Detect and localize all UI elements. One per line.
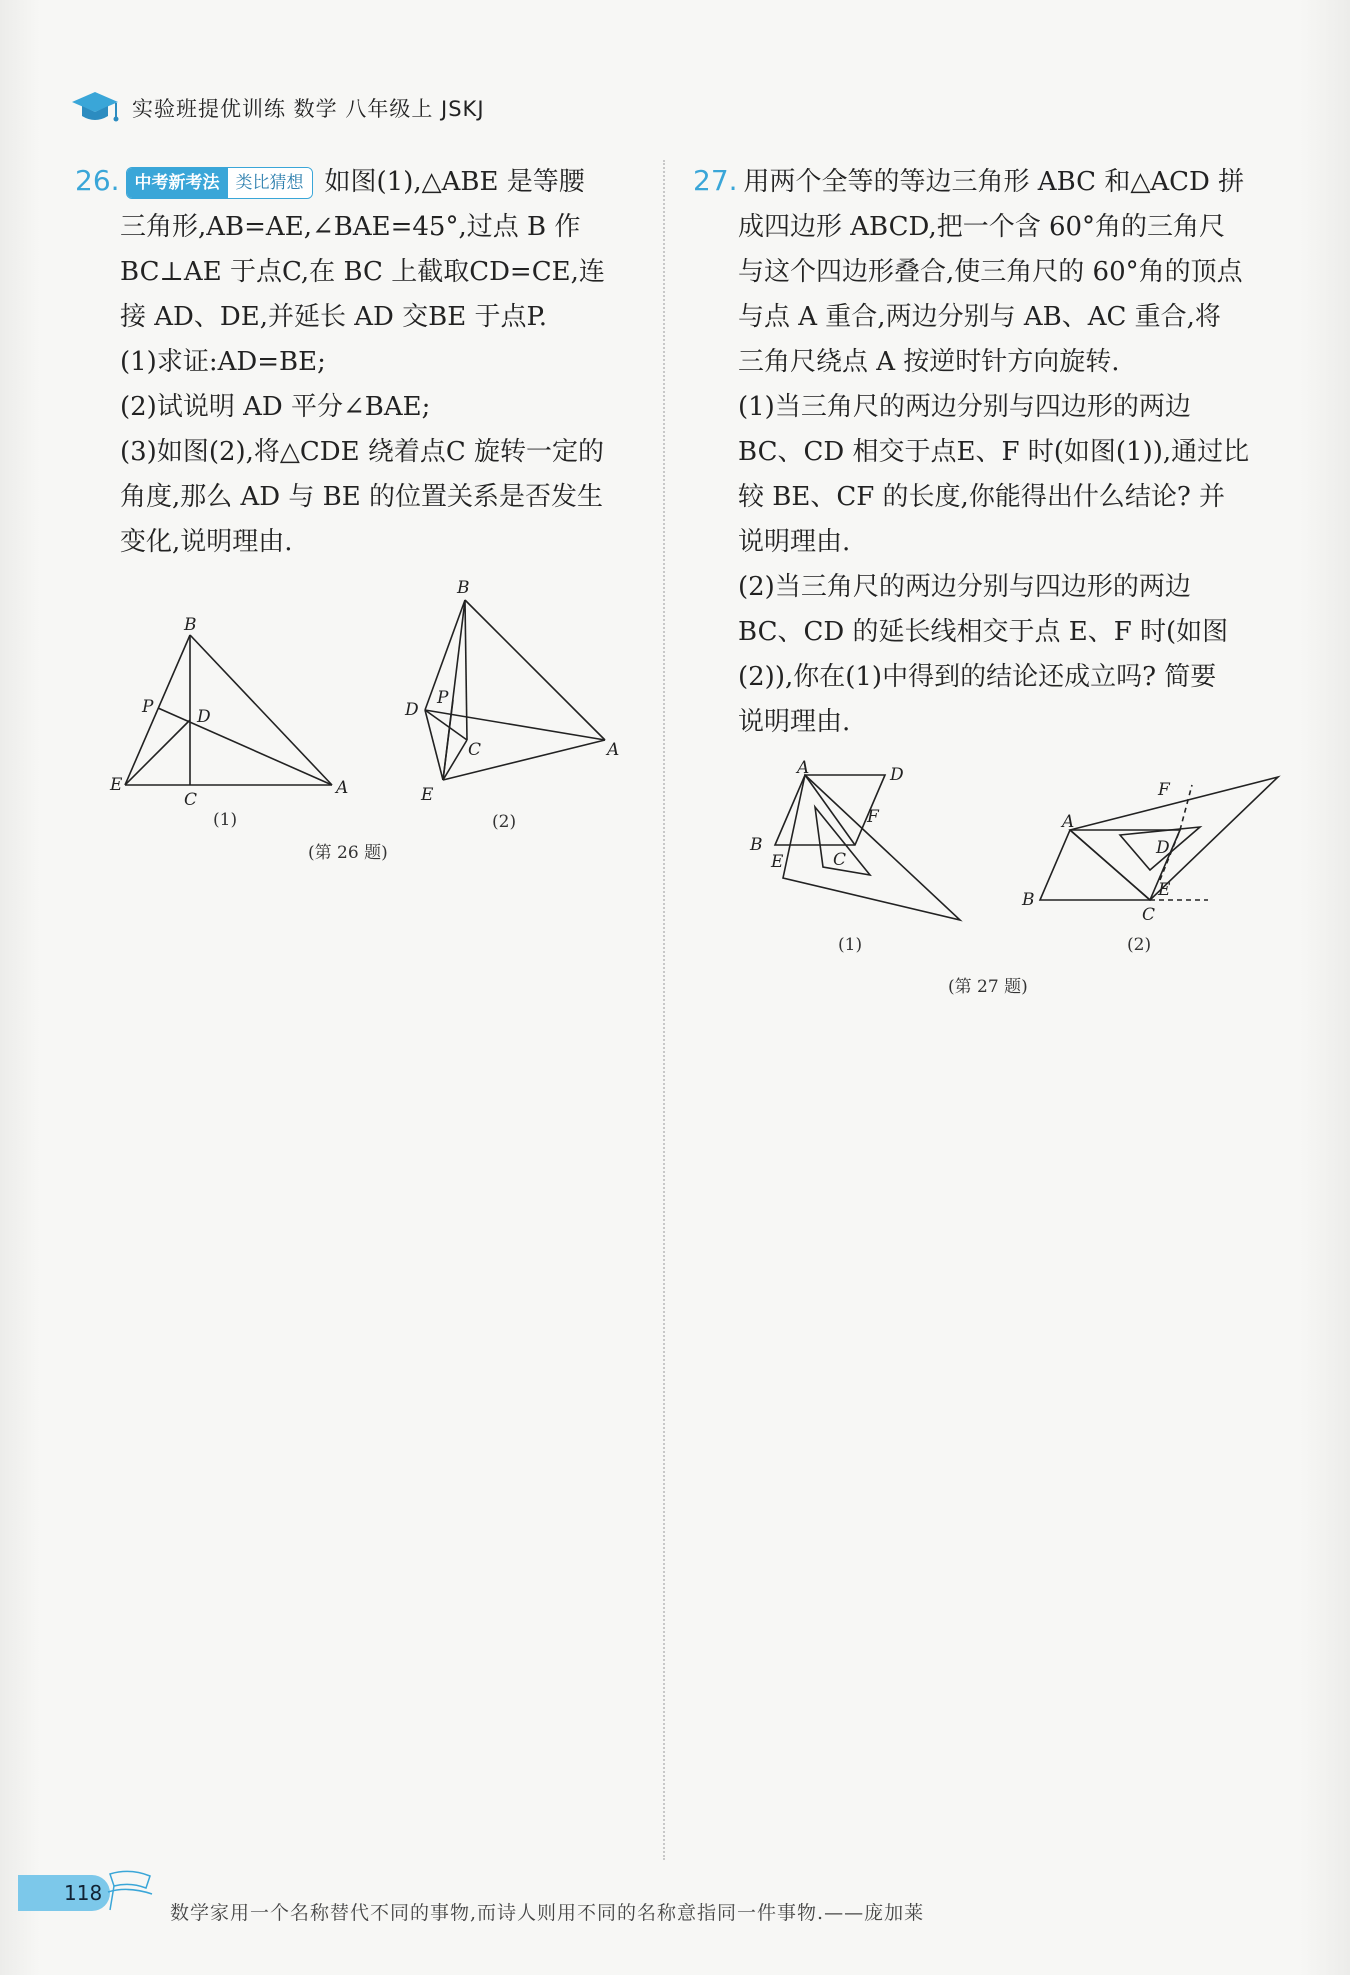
point-label-D: D — [1156, 838, 1170, 858]
point-label-P: P — [142, 697, 154, 717]
question-text-line: (2)当三角尺的两边分别与四边形的两边 — [738, 572, 1191, 602]
question-text-line: 说明理由. — [738, 707, 851, 737]
question-text-line: 如图(1),△ABE 是等腰 — [324, 167, 585, 197]
figure-caption: (2) — [492, 812, 517, 832]
point-label-B: B — [1022, 890, 1035, 910]
point-label-E: E — [1158, 880, 1171, 900]
figure-27-2 — [1010, 765, 1295, 940]
figure-group-caption: (第 26 题) — [308, 843, 388, 863]
point-label-C: C — [184, 790, 198, 810]
question-number: 27. — [693, 164, 738, 197]
question-text-line: 用两个全等的等边三角形 ABC 和△ACD 拼 — [743, 167, 1245, 197]
pencil-icon — [100, 1866, 160, 1916]
question-text-line: 接 AD、DE,并延长 AD 交BE 于点P. — [120, 302, 547, 332]
question-text-line: BC、CD 的延长线相交于点 E、F 时(如图 — [738, 617, 1229, 647]
column-divider — [663, 160, 665, 1860]
point-label-F: F — [1158, 780, 1170, 800]
point-label-A: A — [607, 740, 620, 760]
question-text-line: (2)),你在(1)中得到的结论还成立吗? 简要 — [738, 662, 1217, 692]
footer-quote: 数学家用一个名称替代不同的事物,而诗人则用不同的名称意指同一件事物.——庞加莱 — [170, 1902, 925, 1924]
point-label-D: D — [890, 765, 904, 785]
point-label-E: E — [110, 775, 123, 795]
badge-label-secondary: 类比猜想 — [228, 168, 312, 198]
point-label-A: A — [797, 758, 810, 778]
question-text-line: 三角形,AB=AE,∠BAE=45°,过点 B 作 — [120, 212, 581, 242]
question-number: 26. — [75, 164, 120, 197]
question-text-line: 角度,那么 AD 与 BE 的位置关系是否发生 — [120, 482, 604, 512]
question-text-line: 成四边形 ABCD,把一个含 60°角的三角尺 — [738, 212, 1226, 242]
question-text-line: 说明理由. — [738, 527, 851, 557]
point-label-C: C — [1142, 905, 1156, 925]
question-text-line: BC、CD 相交于点E、F 时(如图(1)),通过比 — [738, 437, 1250, 467]
point-label-C: C — [833, 850, 847, 870]
question-text-line: BC⊥AE 于点C,在 BC 上截取CD=CE,连 — [120, 257, 605, 287]
point-label-E: E — [771, 852, 784, 872]
question-text-line: 三角尺绕点 A 按逆时针方向旋转. — [738, 347, 1120, 377]
graduation-cap-icon — [70, 88, 120, 128]
question-text-line: (2)试说明 AD 平分∠BAE; — [120, 392, 431, 422]
question-27 — [693, 158, 1283, 745]
point-label-F: F — [867, 807, 879, 827]
question-text-line: 与点 A 重合,两边分别与 AB、AC 重合,将 — [738, 302, 1221, 332]
point-label-P: P — [437, 688, 449, 708]
page-header — [70, 88, 485, 128]
figure-caption: (1) — [213, 810, 238, 830]
point-label-A: A — [1062, 812, 1075, 832]
header-title: 实验班提优训练 数学 八年级上 JSKJ — [132, 97, 485, 121]
tag-badge — [126, 167, 313, 199]
figure-group-caption: (第 27 题) — [948, 977, 1028, 997]
page-number-text: 118 — [64, 1881, 103, 1905]
point-label-E: E — [421, 785, 434, 805]
figure-26-1 — [100, 610, 360, 810]
point-label-A: A — [336, 778, 349, 798]
page-number — [18, 1875, 110, 1911]
question-text-line: 变化,说明理由. — [120, 527, 293, 557]
point-label-C: C — [468, 740, 482, 760]
question-text-line: (1)当三角尺的两边分别与四边形的两边 — [738, 392, 1191, 422]
badge-label-primary: 中考新考法 — [127, 168, 228, 198]
question-text-line: (3)如图(2),将△CDE 绕着点C 旋转一定的 — [120, 437, 605, 467]
point-label-B: B — [457, 578, 470, 598]
question-text-line: (1)求证:AD=BE; — [120, 347, 326, 377]
figure-26-2 — [395, 575, 635, 810]
point-label-D: D — [197, 707, 211, 727]
question-26 — [75, 158, 660, 565]
figure-27-1 — [745, 755, 970, 930]
figure-caption: (1) — [838, 935, 863, 955]
point-label-B: B — [750, 835, 763, 855]
question-text-line: 较 BE、CF 的长度,你能得出什么结论? 并 — [738, 482, 1226, 512]
point-label-B: B — [184, 615, 197, 635]
question-text-line: 与这个四边形叠合,使三角尺的 60°角的顶点 — [738, 257, 1243, 287]
figure-caption: (2) — [1127, 935, 1152, 955]
point-label-D: D — [405, 700, 419, 720]
